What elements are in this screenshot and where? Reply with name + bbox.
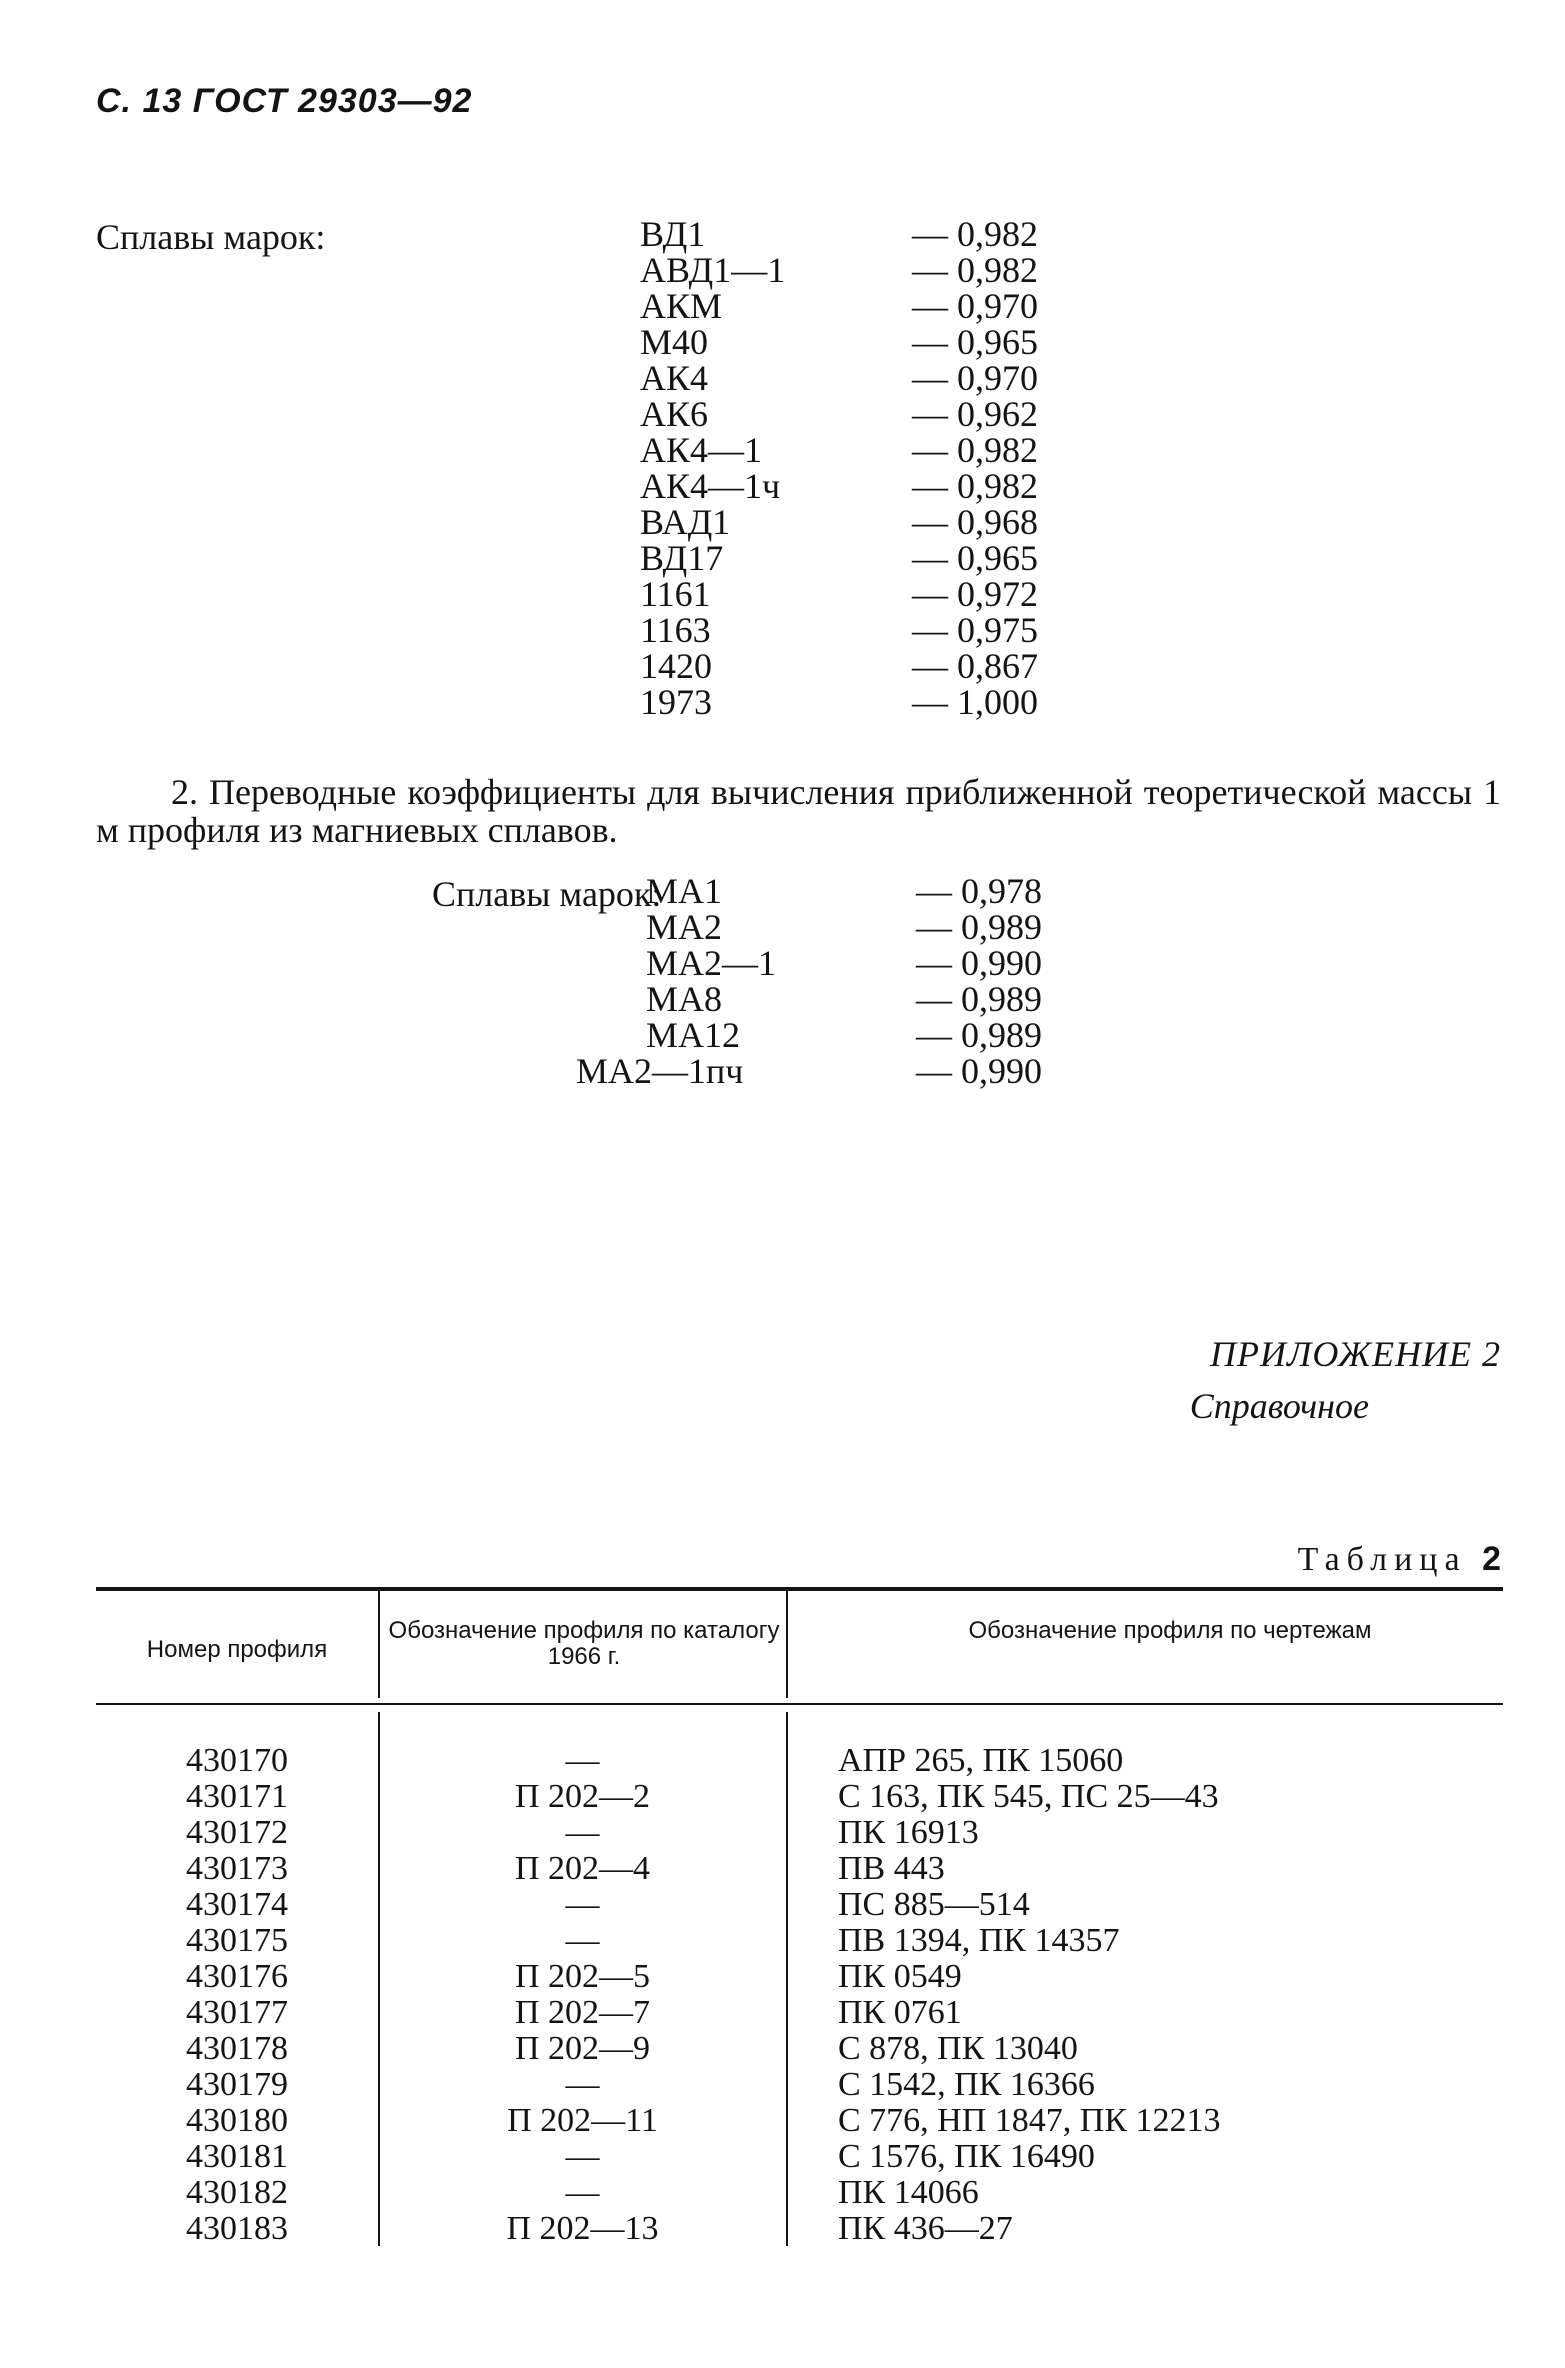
catalog-1966-cell: — xyxy=(565,2138,600,2175)
magnesium-alloy-coefficient: — 0,978 xyxy=(916,871,1042,911)
catalog-1966-cell: П 202—13 xyxy=(506,2210,659,2247)
aluminium-alloy-grade: 1163 xyxy=(640,610,711,650)
aluminium-alloy-coefficient: — 0,968 xyxy=(912,502,1038,542)
drawing-designation-cell: ПК 16913 xyxy=(838,1814,979,1851)
aluminium-alloy-grade: ВАД1 xyxy=(640,502,731,542)
aluminium-alloy-grade: АК4 xyxy=(640,358,709,398)
aluminium-alloy-coefficient: — 0,975 xyxy=(912,610,1038,650)
drawing-designation-cell: ПВ 1394, ПК 14357 xyxy=(838,1922,1120,1959)
aluminium-alloy-grade: ВД1 xyxy=(640,214,706,254)
magnesium-alloy-grade: МА2—1пч xyxy=(576,1051,744,1091)
appendix-title: ПРИЛОЖЕНИЕ 2 xyxy=(1210,1334,1501,1374)
aluminium-alloy-grade: АКМ xyxy=(640,286,723,326)
aluminium-alloy-grade: 1161 xyxy=(640,574,711,614)
drawing-designation-cell: АПР 265, ПК 15060 xyxy=(838,1742,1124,1779)
profile-number-cell: 430175 xyxy=(186,1922,288,1959)
aluminium-alloy-coefficient: — 0,970 xyxy=(912,358,1038,398)
aluminium-alloy-grade: М40 xyxy=(640,322,709,362)
aluminium-alloy-coefficient: — 0,962 xyxy=(912,394,1038,434)
aluminium-alloy-grade: АК6 xyxy=(640,394,709,434)
aluminium-alloy-coefficient: — 0,970 xyxy=(912,286,1038,326)
catalog-1966-cell: П 202—5 xyxy=(514,1958,651,1995)
magnesium-alloy-coefficient: — 0,990 xyxy=(916,943,1042,983)
catalog-1966-cell: — xyxy=(565,2174,600,2211)
profile-number-cell: 430178 xyxy=(186,2030,288,2067)
profile-number-cell: 430180 xyxy=(186,2102,288,2139)
drawing-designation-cell: С 163, ПК 545, ПС 25—43 xyxy=(838,1778,1219,1815)
aluminium-alloy-grade: АК4—1 xyxy=(640,430,763,470)
drawing-designation-cell: С 878, ПК 13040 xyxy=(838,2030,1078,2067)
catalog-1966-cell: — xyxy=(565,1886,600,1923)
table-header-catalog-1966: Обозначение профиля по каталогу 1966 г. xyxy=(388,1617,780,1670)
magnesium-alloy-coefficient: — 0,989 xyxy=(916,1015,1042,1055)
profile-number-cell: 430173 xyxy=(186,1850,288,1887)
drawing-designation-cell: С 1542, ПК 16366 xyxy=(838,2066,1095,2103)
aluminium-alloy-coefficient: — 0,982 xyxy=(912,430,1038,470)
profile-number-cell: 430182 xyxy=(186,2174,288,2211)
catalog-1966-cell: — xyxy=(565,1742,600,1779)
profile-number-cell: 430172 xyxy=(186,1814,288,1851)
magnesium-alloy-grade: МА2—1 xyxy=(646,943,777,983)
catalog-1966-cell: П 202—4 xyxy=(514,1850,651,1887)
table-caption xyxy=(1298,1540,1501,1579)
magnesium-alloy-grade: МА2 xyxy=(646,907,723,947)
profile-number-cell: 430183 xyxy=(186,2210,288,2247)
table-caption-number: 2 xyxy=(1482,1540,1501,1578)
drawing-designation-cell: ПС 885—514 xyxy=(838,1886,1030,1923)
drawing-designation-cell: С 776, НП 1847, ПК 12213 xyxy=(838,2102,1221,2139)
alloys-label: Сплавы марок: xyxy=(96,217,326,257)
aluminium-alloy-grade: 1420 xyxy=(640,646,712,686)
table-header-drawings: Обозначение профиля по чертежам xyxy=(968,1617,1372,1644)
drawing-designation-cell: ПК 14066 xyxy=(838,2174,979,2211)
drawing-designation-cell: ПК 436—27 xyxy=(838,2210,1013,2247)
profile-number-cell: 430176 xyxy=(186,1958,288,1995)
aluminium-alloy-coefficient: — 0,965 xyxy=(912,538,1038,578)
aluminium-alloy-coefficient: — 0,982 xyxy=(912,250,1038,290)
catalog-1966-cell: П 202—9 xyxy=(514,2030,651,2067)
magnesium-alloy-grade: МА12 xyxy=(646,1015,741,1055)
table-header-rule xyxy=(96,1703,1503,1705)
drawing-designation-cell: С 1576, ПК 16490 xyxy=(838,2138,1095,2175)
drawing-designation-cell: ПК 0761 xyxy=(838,1994,962,2031)
profile-number-cell: 430174 xyxy=(186,1886,288,1923)
appendix-subtitle: Справочное xyxy=(1189,1386,1369,1426)
aluminium-alloy-grade: ВД17 xyxy=(640,538,724,578)
aluminium-alloy-coefficient: — 0,965 xyxy=(912,322,1038,362)
aluminium-alloy-coefficient: — 0,867 xyxy=(912,646,1038,686)
catalog-1966-cell: — xyxy=(565,1922,600,1959)
profile-number-cell: 430177 xyxy=(186,1994,288,2031)
aluminium-alloy-coefficient: — 1,000 xyxy=(912,682,1038,722)
table-header-divider-1 xyxy=(378,1591,380,1698)
page-header: С. 13 ГОСТ 29303—92 xyxy=(96,82,473,120)
magnesium-alloys-label: Сплавы марок: xyxy=(432,874,662,914)
table-top-rule xyxy=(96,1587,1503,1591)
magnesium-alloy-coefficient: — 0,989 xyxy=(916,907,1042,947)
catalog-1966-cell: П 202—11 xyxy=(507,2102,658,2139)
aluminium-alloy-coefficient: — 0,972 xyxy=(912,574,1038,614)
table-body-divider-2 xyxy=(786,1712,788,2246)
magnesium-alloy-grade: МА8 xyxy=(646,979,723,1019)
magnesium-alloy-coefficient: — 0,989 xyxy=(916,979,1042,1019)
aluminium-alloy-coefficient: — 0,982 xyxy=(912,214,1038,254)
magnesium-alloy-coefficient: — 0,990 xyxy=(916,1051,1042,1091)
profile-number-cell: 430170 xyxy=(186,1742,288,1779)
table-header-profile-number: Номер профиля xyxy=(146,1636,328,1663)
aluminium-alloy-grade: АК4—1ч xyxy=(640,466,781,506)
aluminium-alloy-grade: 1973 xyxy=(640,682,712,722)
catalog-1966-cell: — xyxy=(565,1814,600,1851)
catalog-1966-cell: — xyxy=(565,2066,600,2103)
table-caption-word: Таблица xyxy=(1297,1541,1467,1578)
profile-number-cell: 430179 xyxy=(186,2066,288,2103)
aluminium-alloy-grade: АВД1—1 xyxy=(640,250,786,290)
profile-number-cell: 430171 xyxy=(186,1778,288,1815)
catalog-1966-cell: П 202—7 xyxy=(514,1994,651,2031)
magnesium-alloy-grade: МА1 xyxy=(646,871,723,911)
paragraph-2: 2. Переводные коэффициенты для вычисления приближенной теоретической массы 1 м профиля из магниевых сплавов. xyxy=(96,772,1501,850)
table-header-divider-2 xyxy=(786,1591,788,1698)
drawing-designation-cell: ПК 0549 xyxy=(838,1958,962,1995)
profile-number-cell: 430181 xyxy=(186,2138,288,2175)
catalog-1966-cell: П 202—2 xyxy=(514,1778,651,1815)
drawing-designation-cell: ПВ 443 xyxy=(838,1850,945,1887)
aluminium-alloy-coefficient: — 0,982 xyxy=(912,466,1038,506)
